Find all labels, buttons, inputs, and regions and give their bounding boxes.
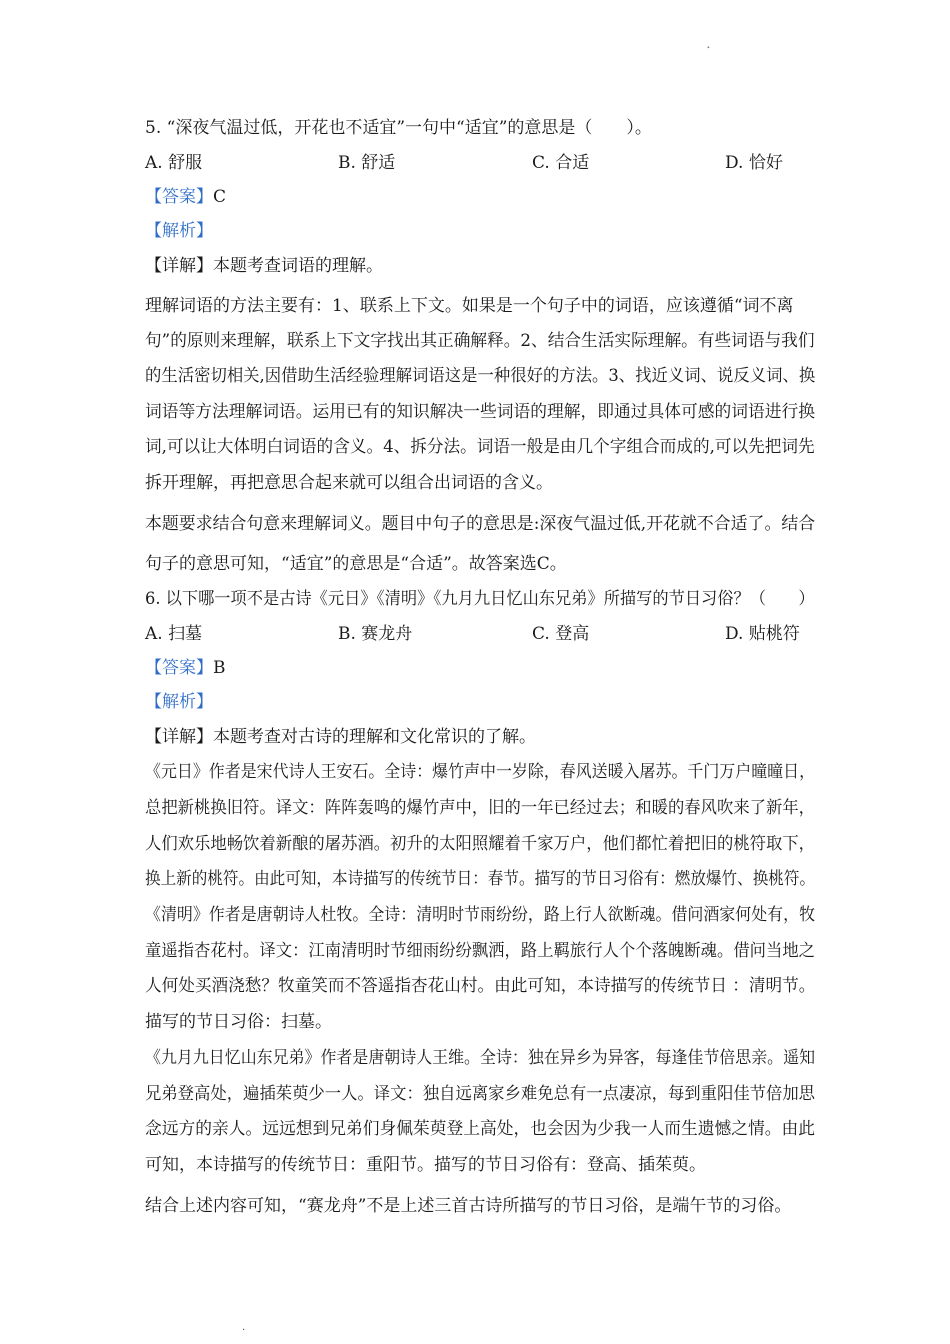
q6-para-line: 换上新的桃符。由此可知，本诗描写的传统节日：春节。描写的节日习俗有：燃放爆竹、换桃符。 xyxy=(145,869,816,889)
q5-para-line: 词语等方法理解词语。运用已有的知识解决一些词语的理解，即通过具体可感的词语进行换 xyxy=(145,402,816,422)
q5-detail-text: 本题考查词语的理解。 xyxy=(213,256,383,276)
q5-option-d: D. 恰好 xyxy=(725,153,783,173)
q6-para-line: 描写的节日习俗：扫墓。 xyxy=(145,1012,332,1032)
q6-detail-line xyxy=(145,725,815,749)
q5-answer: C xyxy=(213,187,227,207)
q6-para-line: 总把新桃换旧符。译文：阵阵轰鸣的爆竹声中，旧的一年已经过去；和暖的春风吹来了新年， xyxy=(145,798,816,818)
q6-option-d: D. 贴桃符 xyxy=(725,624,800,644)
q5-para-line: 理解词语的方法主要有：1、联系上下文。如果是一个句子中的词语，应该遵循“词不离 xyxy=(145,296,794,316)
q5-para-line: 的生活密切相关,因借助生活经验理解词语这是一种很好的方法。3、找近义词、说反义词、换 xyxy=(145,366,816,386)
q5-analysis-line xyxy=(145,219,815,243)
q6-stem: 6. 以下哪一项不是古诗《元日》《清明》《九月九日忆山东兄弟》所描写的节日习俗？（ ） xyxy=(145,589,815,609)
q6-answer: B xyxy=(213,658,226,678)
q6-detail-text: 本题考查对古诗的理解和文化常识的了解。 xyxy=(213,727,536,747)
q6-answer-line xyxy=(145,656,815,680)
q6-option-c: C. 登高 xyxy=(532,624,590,644)
q5-stem: 5. “深夜气温过低，开花也不适宜”一句中“适宜”的意思是（ ）。 xyxy=(145,118,652,138)
q6-analysis-line xyxy=(145,690,815,714)
q6-para-line: 童遥指杏花村。译文：江南清明时节细雨纷纷飘洒，路上羁旅行人个个落魄断魂。借问当地之 xyxy=(145,941,816,961)
q6-para-line: 可知，本诗描写的传统节日：重阳节。描写的节日习俗有：登高、插茱萸。 xyxy=(145,1155,706,1175)
q5-para-line: 句子的意思可知，“适宜”的意思是“合适”。故答案选C。 xyxy=(145,554,567,574)
q5-option-c: C. 合适 xyxy=(532,153,590,173)
q6-para-line: 《元日》作者是宋代诗人王安石。全诗：爆竹声中一岁除，春风送暖入屠苏。千门万户曈曈日， xyxy=(145,762,816,782)
top-mark: ˛ xyxy=(706,38,711,49)
q5-option-b: B. 舒适 xyxy=(338,153,396,173)
q6-para-line: 结合上述内容可知，“赛龙舟”不是上述三首古诗所描写的节日习俗，是端午节的习俗。 xyxy=(145,1196,792,1216)
q5-answer-tag: 【答案】 xyxy=(145,187,213,207)
bottom-mark: . xyxy=(242,1322,246,1333)
q6-para-line: 兄弟登高处，遍插茱萸少一人。译文：独自远离家乡难免总有一点凄凉，每到重阳佳节倍加思 xyxy=(145,1084,816,1104)
q6-para-line: 《清明》作者是唐朝诗人杜牧。全诗：清明时节雨纷纷，路上行人欲断魂。借问酒家何处有，牧 xyxy=(145,905,816,925)
q6-option-a: A. 扫墓 xyxy=(145,624,203,644)
q5-para-line: 句”的原则来理解，联系上下文字找出其正确解释。2、结合生活实际理解。有些词语与我们 xyxy=(145,331,815,351)
q6-para-line: 《九月九日忆山东兄弟》作者是唐朝诗人王维。全诗：独在异乡为异客，每逢佳节倍思亲。遥知 xyxy=(145,1048,816,1068)
q6-para-line: 人们欢乐地畅饮着新酿的屠苏酒。初升的太阳照耀着千家万户，他们都忙着把旧的桃符取下， xyxy=(145,834,816,854)
q5-detail-tag: 【详解】 xyxy=(145,256,213,276)
q6-answer-tag: 【答案】 xyxy=(145,658,213,678)
q6-detail-tag: 【详解】 xyxy=(145,727,213,747)
q5-detail-line xyxy=(145,254,815,278)
q5-para-line: 词,可以让大体明白词语的含义。4、拆分法。词语一般是由几个字组合而成的,可以先把词先 xyxy=(145,437,815,457)
q5-answer-line xyxy=(145,185,815,209)
q5-para-line: 拆开理解，再把意思合起来就可以组合出词语的含义。 xyxy=(145,473,553,493)
q5-analysis-tag: 【解析】 xyxy=(145,221,213,241)
q6-option-b: B. 赛龙舟 xyxy=(338,624,413,644)
q6-para-line: 念远方的亲人。远远想到兄弟们身佩茱萸登上高处，也会因为少我一人而生遗憾之情。由此 xyxy=(145,1119,816,1139)
q5-para-line: 本题要求结合句意来理解词义。题目中句子的意思是:深夜气温过低,开花就不合适了。结合 xyxy=(145,514,816,534)
q6-para-line: 人何处买酒浇愁？牧童笑而不答遥指杏花山村。由此可知，本诗描写的传统节日 ：清明节。 xyxy=(145,976,816,996)
q5-option-a: A. 舒服 xyxy=(145,153,203,173)
q6-analysis-tag: 【解析】 xyxy=(145,692,213,712)
